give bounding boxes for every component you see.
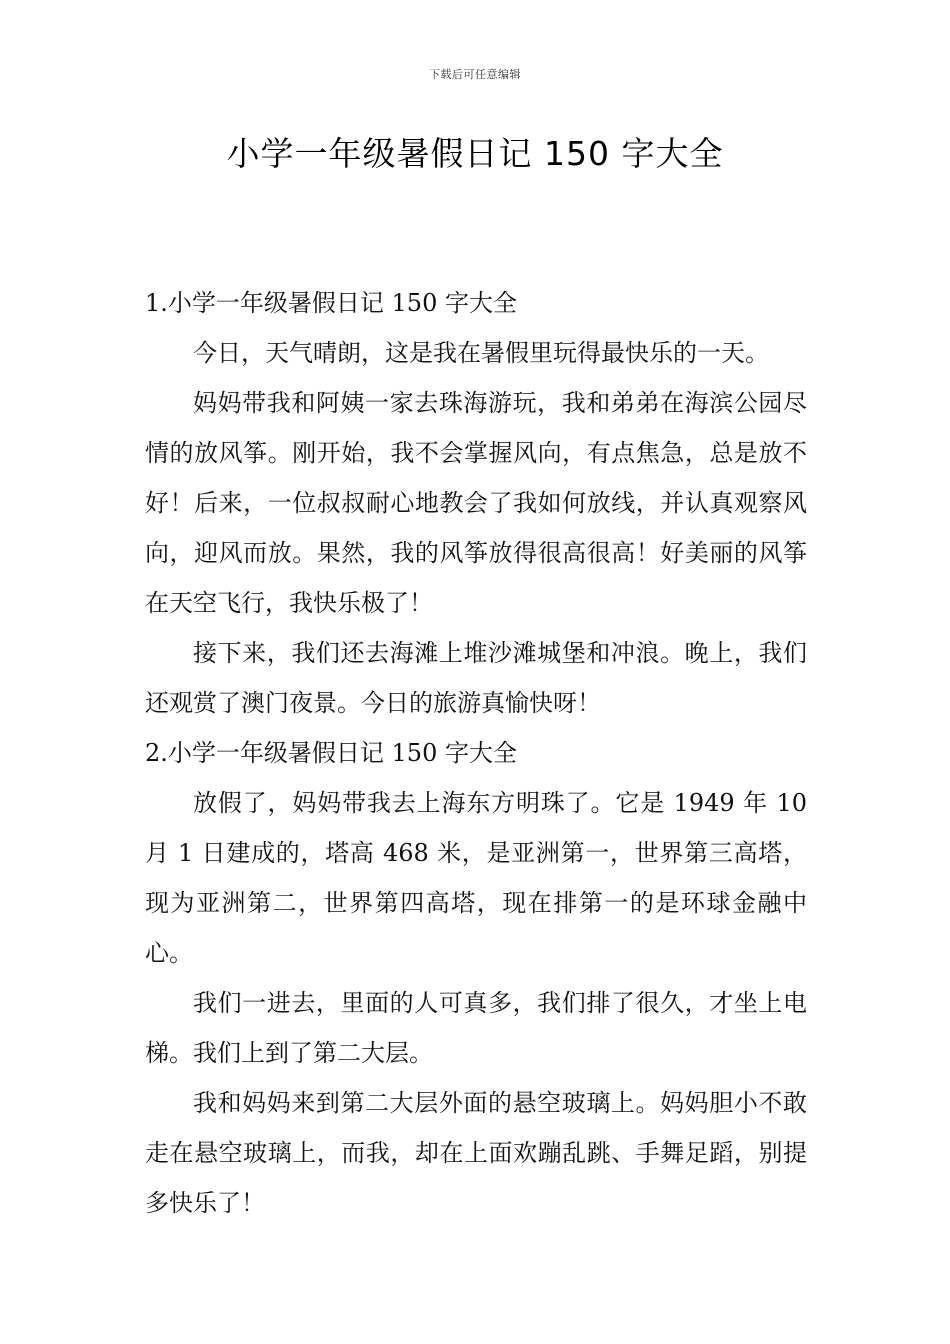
paragraph: 妈妈带我和阿姨一家去珠海游玩，我和弟弟在海滨公园尽情的放风筝。刚开始，我不会掌握风向，有点焦急，总是放不好！后来，一位叔叔耐心地教会了我如何放线，并认真观察风向，迎风而放。果然，我的风筝放得很高很高！好美丽的风筝在天空飞行，我快乐极了！ xyxy=(145,389,807,617)
header-note: 下载后可任意编辑 xyxy=(429,68,521,81)
paragraph: 我们一进去，里面的人可真多，我们排了很久，才坐上电梯。我们上到了第二大层。 xyxy=(145,989,807,1067)
paragraph: 放假了，妈妈带我去上海东方明珠了。它是 1949 年 10 月 1 日建成的，塔高 468 米，是亚洲第一，世界第三高塔，现为亚洲第二，世界第四高塔，现在排第一的是环球金融中心。 xyxy=(145,789,807,967)
section-heading: 1.小学一年级暑假日记 150 字大全 xyxy=(145,289,517,317)
section-heading: 2.小学一年级暑假日记 150 字大全 xyxy=(145,739,517,767)
document-body xyxy=(145,278,807,1228)
paragraph: 我和妈妈来到第二大层外面的悬空玻璃上。妈妈胆小不敢走在悬空玻璃上，而我，却在上面欢蹦乱跳、手舞足蹈，别提多快乐了！ xyxy=(145,1089,807,1217)
paragraph: 今日，天气晴朗，这是我在暑假里玩得最快乐的一天。 xyxy=(193,339,769,367)
paragraph: 接下来，我们还去海滩上堆沙滩城堡和冲浪。晚上，我们还观赏了澳门夜景。今日的旅游真愉快呀！ xyxy=(145,639,807,717)
document-title: 小学一年级暑假日记 150 字大全 xyxy=(226,134,724,173)
